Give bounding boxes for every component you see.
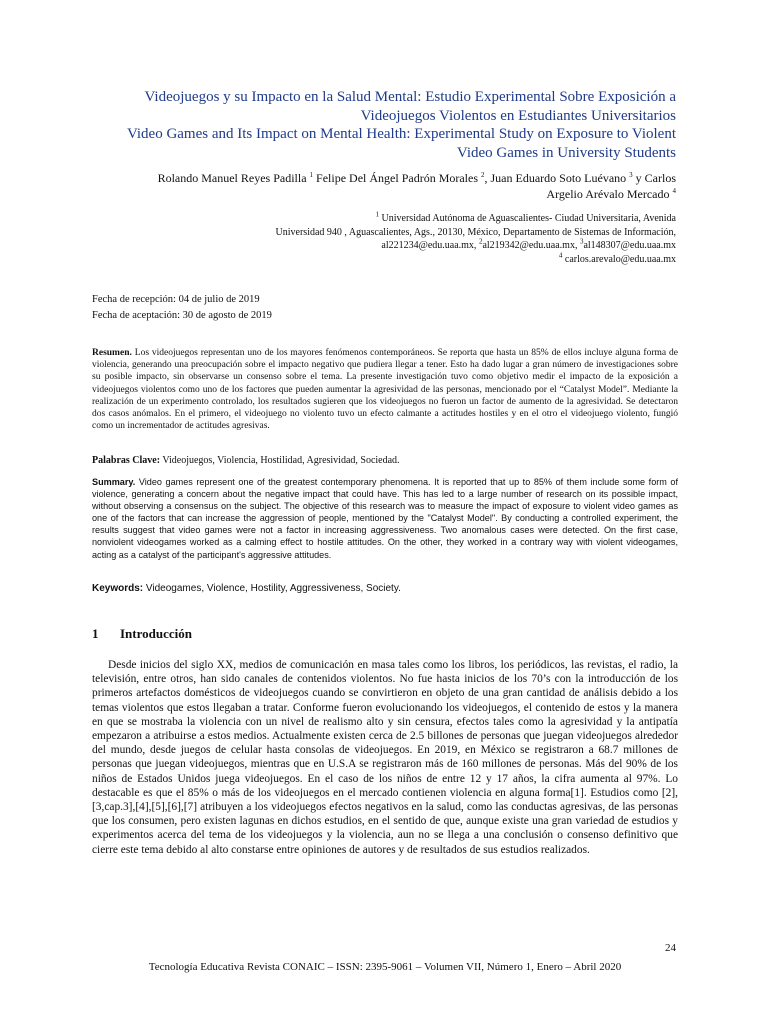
email-4-marker: 4	[558, 251, 563, 260]
paper-title	[76, 88, 676, 162]
affiliation-email-4	[116, 253, 676, 267]
author-4: Argelio Arévalo Mercado	[546, 186, 670, 201]
author-line-1: Rolando Manuel Reyes Padilla $^1$ Felipe Del Ángel Padrón Morales $^2$, Juan Eduardo Soto Luévano $^3$ y Carlos	[157, 171, 676, 185]
title-en-line-1: Video Games and Its Impact on Mental Health: Experimental Study on Exposure to Violent	[126, 126, 676, 142]
keywords-en	[92, 583, 401, 595]
journal-footer: Tecnología Educativa Revista CONAIC – ISSN: 2395-9061 – Volumen VII, Número 1, Enero – Abril 2020	[148, 961, 622, 973]
author-list	[76, 171, 676, 202]
email-1: al221234@edu.uaa.mx,	[381, 240, 477, 251]
affiliation-line-1	[116, 212, 676, 226]
author-3: Juan Eduardo Soto Luévano	[490, 171, 627, 185]
section-number: 1	[92, 626, 99, 641]
affiliation-marker: 1	[375, 210, 380, 219]
keywords-es-text: Videojuegos, Violencia, Hostilidad, Agresividad, Sociedad.	[162, 455, 400, 466]
author-3-affil: 3	[629, 171, 633, 179]
author-line-2	[76, 187, 676, 203]
keywords-es-label: Palabras Clave:	[92, 455, 161, 466]
author-1-affil: 1	[309, 171, 314, 179]
affiliation-line-2: Universidad 940 , Aguascalientes, Ags., 20130, México, Departamento de Sistemas de Información,	[275, 226, 676, 238]
abstract-en-text: Video games represent one of the greatest contemporary phenomena. It is reported that up to 85% of them include some form of violence, generating a concern about the negative impact that could have. This has led to a large number of research on its possible impact, without observing a consensus on the subject. The objective of this research was to measure the impact of exposure to violent video games as one of the factors that can increase the aggression of people, mentioned by the "Catalyst Model". By conducting a controlled experiment, the results suggest that video games were not a factor in increasing aggressiveness. Two anomalous cases were detected. On the first case, nonviolent videogames worked as a calming effect to hostile attitudes. On the other, they worked in a contrary way with violent videogames, acting as a catalyst of the participant's aggressive attitudes.	[92, 477, 678, 560]
title-es-line-2: Videojuegos Violentos en Estudiantes Universitarios	[360, 107, 676, 124]
email-4: carlos.arevalo@edu.uaa.mx	[564, 253, 676, 265]
abstract-es	[92, 347, 678, 432]
email-2: al219342@edu.uaa.mx,	[482, 240, 578, 251]
author-2-affil: 2	[481, 171, 485, 179]
email-2-marker: 2	[478, 237, 483, 246]
keywords-es	[92, 455, 400, 467]
email-3: al148307@edu.uaa.mx	[583, 240, 676, 251]
intro-paragraph: Desde inicios del siglo XX, medios de comunicación en masa tales como los libros, los periódicos, las revistas, el radio, la televisión, entre otros, han sido canales de contenidos violentos. No fue hasta inicios de los 70’s con la introducción de los primeros artefactos domésticos de videojuegos cuando se convirtieron en objeto de una gran cantidad de análisis debido a los temas violentos que estos llegaban a tratar. Conforme fueron evolucionando los videojuegos, el contenido de estos y la manera en que se mostraba la violencia con un nivel de realismo alto y sin censura, efectos tales como la agresividad y la antipatía empezaron a atribuirse a estos medios. Actualmente existen cerca de 2.5 billones de personas que juegan videojuegos alrededor del mundo, desde juegos de celular hasta consolas de videojuegos. En 2019, en México se registraron a 68.7 millones de personas que juegan videojuegos, mientras que en U.S.A se registraron más de 160 millones de personas. Más del 90% de los niños de Estados Unidos juega videojuegos. En el caso de los niños de entre 12 y 17 años, la cifra aumenta al 97%. Lo destacable es que el 85% o más de los videojuegos en el mercado contienen violencia en alguna forma[1]. Estudios como [2],[3,cap.3],[4],[5],[6],[7] atribuyen a los videojuegos efectos negativos en la salud, como las conductas agresivas, de las personas que los consumen, pero existen lagunas en dichos estudios, en el sentido de que, aunque existe una gran variedad de estudios y experimentos acerca del tema de los videojuegos y la violencia, aun no se llega a una conclusión o consenso definitivo que cierre este tema debido al alto constarse entre opiniones de autores y de resultados de sus estudios realizados.	[92, 659, 678, 856]
section-heading	[92, 626, 192, 642]
keywords-en-label: Keywords:	[92, 583, 144, 594]
submission-dates	[92, 292, 272, 324]
page-number: 24	[665, 942, 676, 954]
affiliation-emails	[116, 239, 676, 253]
affiliations	[116, 212, 676, 266]
abstract-en-label: Summary.	[92, 477, 136, 487]
affiliation-text-1: Universidad Autónoma de Aguascalientes- Ciudad Universitaria, Avenida	[381, 213, 676, 224]
abstract-en	[92, 476, 678, 561]
accepted-date: Fecha de aceptación: 30 de agosto de 2019	[92, 310, 272, 321]
keywords-en-text: Videogames, Violence, Hostility, Aggressiveness, Society.	[145, 583, 401, 594]
email-3-marker: 3	[579, 237, 584, 246]
author-2: Felipe Del Ángel Padrón Morales	[316, 171, 479, 185]
title-es-line-1: Videojuegos y su Impacto en la Salud Mental: Estudio Experimental Sobre Exposición a	[144, 89, 676, 105]
author-4-affil: 4	[672, 186, 676, 195]
abstract-es-label: Resumen.	[92, 348, 132, 358]
abstract-es-text: Los videojuegos representan uno de los mayores fenómenos contemporáneos. Se reporta que hasta un 85% de ellos incluye alguna forma de violencia, generando una preocupación sobre el impacto negativo que pudiera llegar a tener. Esto ha dado lugar a gran número de investigaciones sobre su posible impacto, sin observarse un consenso sobre el tema. La presente investigación tuvo como objetivo medir el impacto de la exposición a videojuegos violentos como uno de los factores que pueden aumentar la agresividad de las personas, mencionado por el “Catalyst Model”. Mediante la realización de un experimento controlado, los resultados sugieren que los videojuegos no fueron un factor de aumento de la agresividad. Se detectaron dos casos anómalos. En el primero, el videojuego no violento tuvo un efecto calmante a actitudes hostiles y en el otro el videojuego violento, fungió como un incrementador de actitudes agresivas.	[92, 348, 678, 432]
author-1: Rolando Manuel Reyes Padilla	[157, 171, 307, 185]
received-date: Fecha de recepción: 04 de julio de 2019	[92, 294, 260, 305]
section-title: Introducción	[120, 626, 192, 641]
author-joiner: y Carlos	[635, 171, 676, 185]
title-en-line-2: Video Games in University Students	[456, 144, 676, 161]
